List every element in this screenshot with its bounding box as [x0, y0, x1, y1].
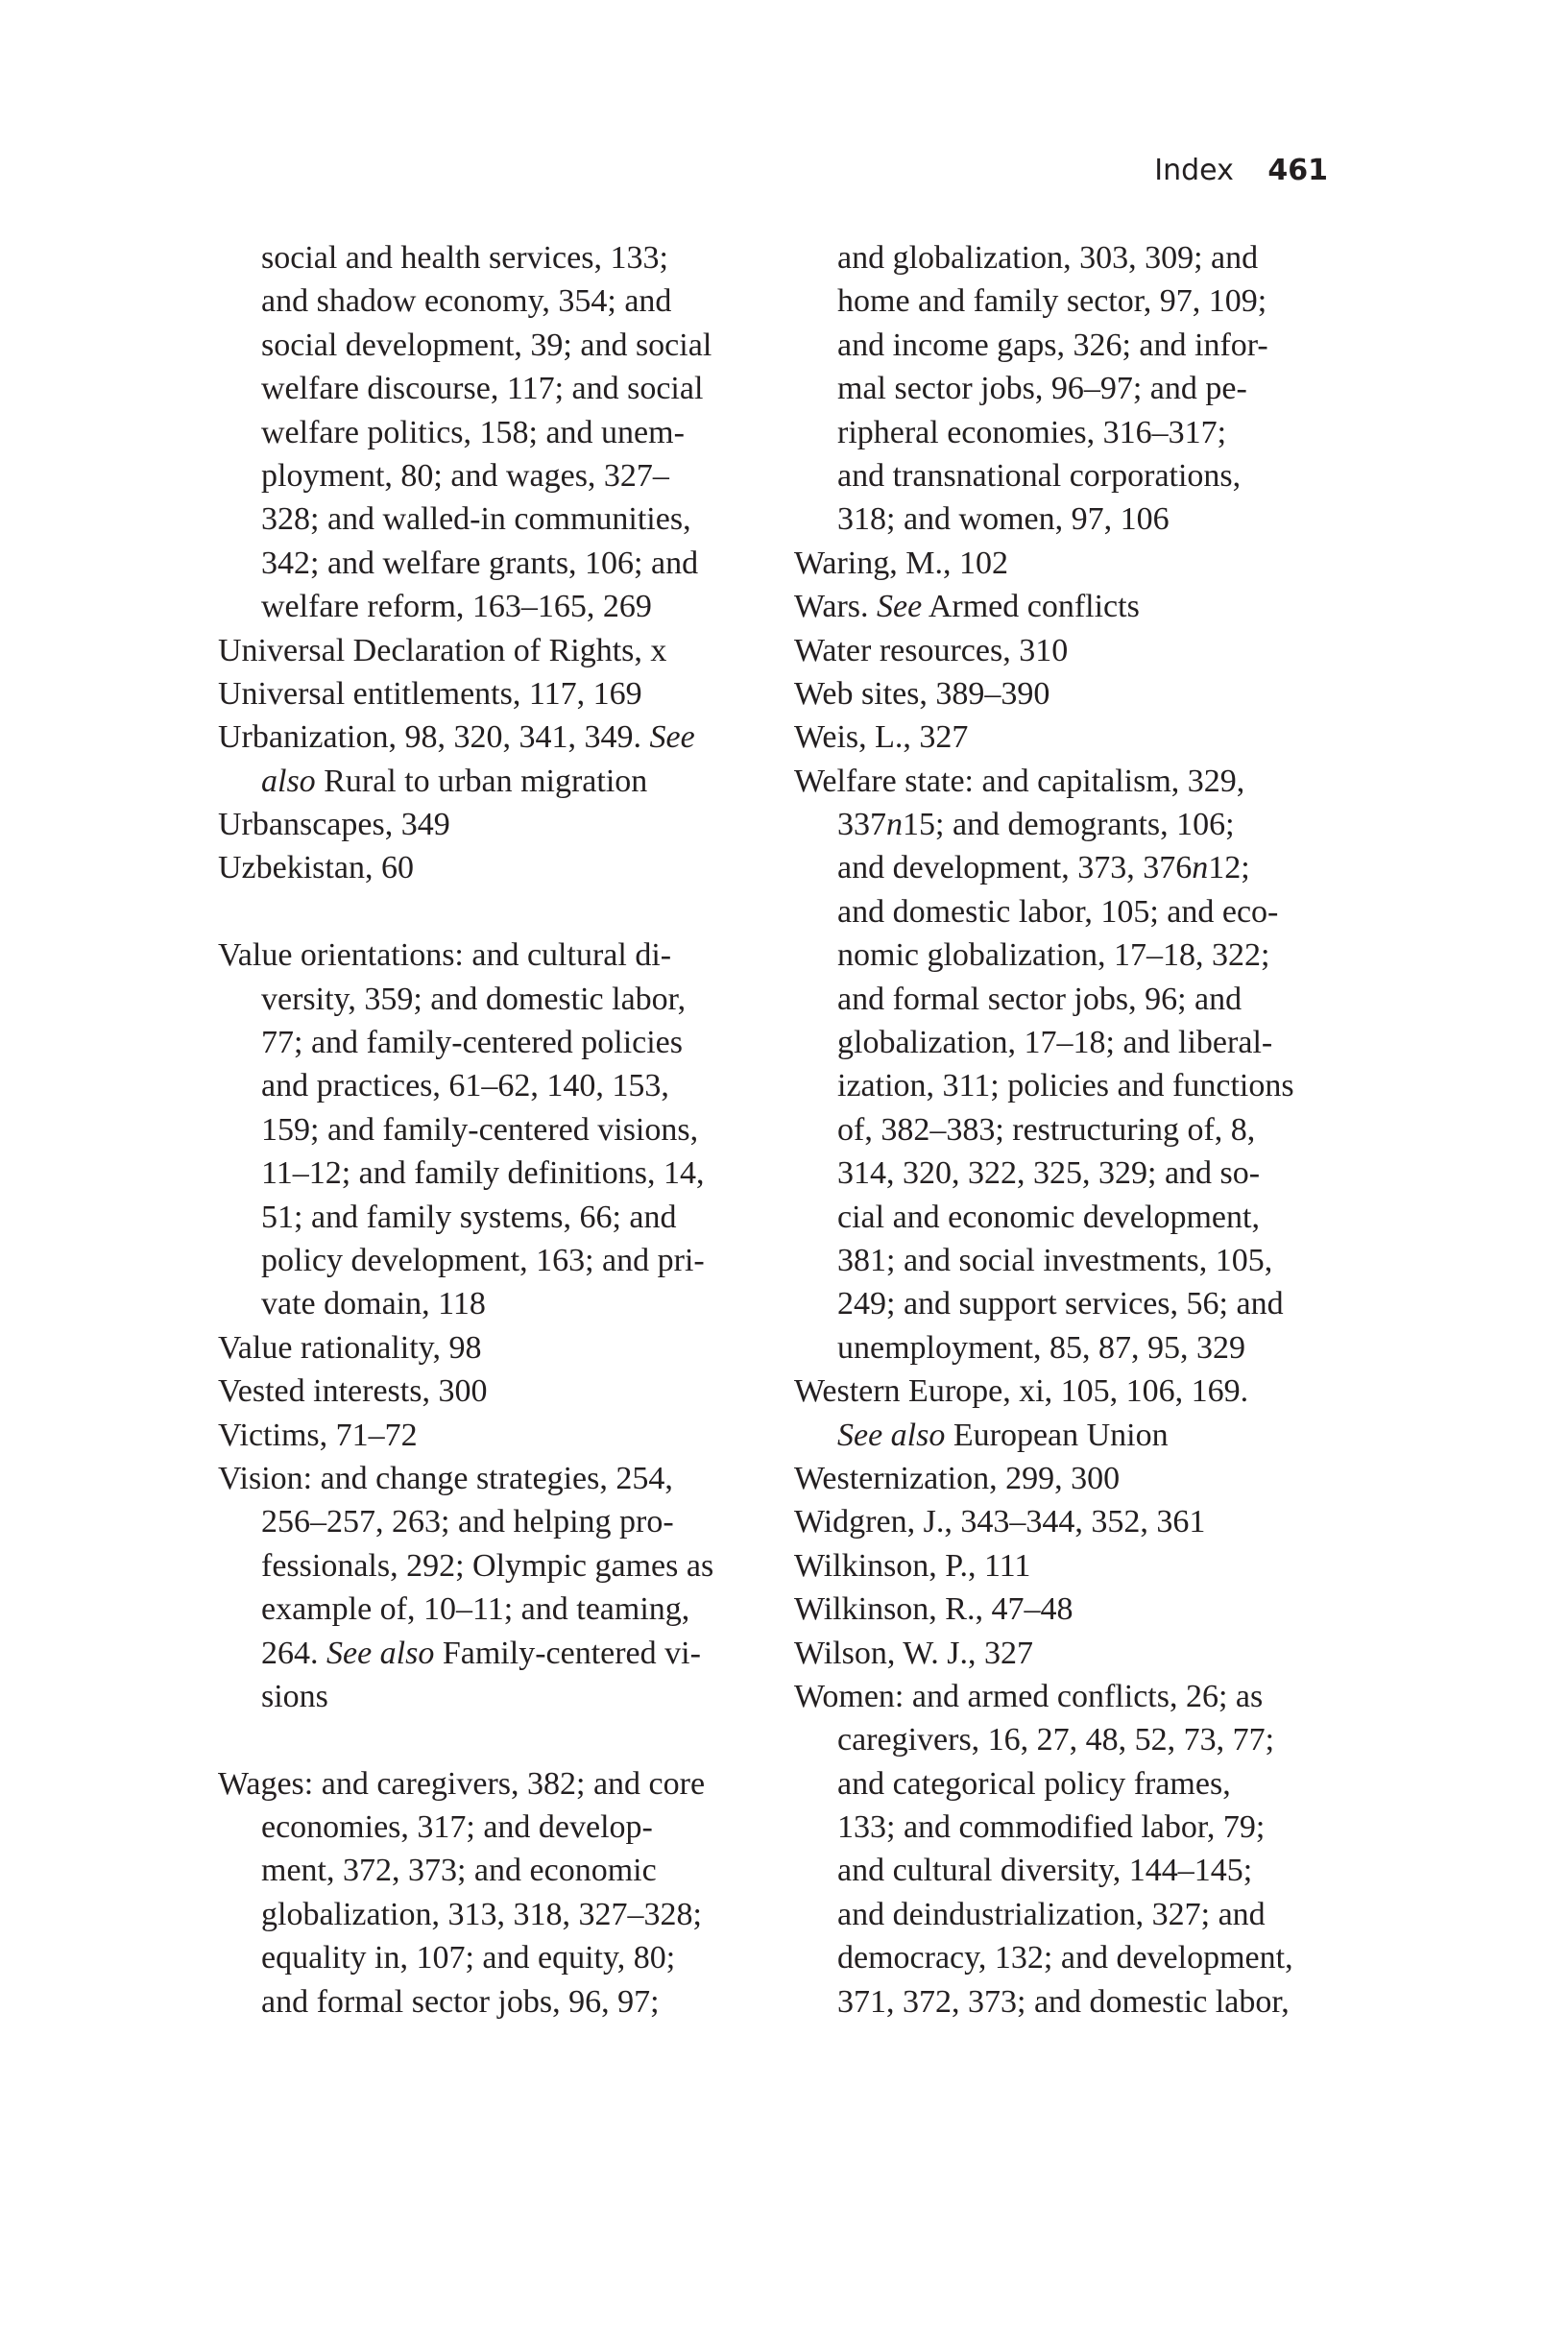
index-entry	[794, 629, 1370, 672]
index-entry-continuation-line	[218, 324, 794, 367]
index-text: Water resources, 310	[794, 632, 1069, 668]
index-text: Victims, 71–72	[218, 1417, 418, 1453]
index-entry	[218, 236, 794, 629]
index-text: 51; and family systems, 66; and	[261, 1199, 677, 1235]
index-entry-continuation-line	[794, 411, 1370, 454]
index-text: and income gaps, 326; and infor-	[837, 327, 1268, 363]
index-text-tail: Armed conflicts	[922, 589, 1140, 625]
index-entry-heading-line	[218, 846, 794, 889]
index-entry-continuation-line	[218, 497, 794, 541]
index-entry-continuation-line	[218, 760, 794, 803]
index-entry-continuation-line	[794, 978, 1370, 1021]
index-text: ployment, 80; and wages, 327–	[261, 457, 669, 494]
index-column-left	[218, 236, 794, 2024]
see-also-italic: See also	[837, 1417, 946, 1453]
index-entry-heading-line	[218, 1457, 794, 1500]
index-entry-continuation-line	[794, 1414, 1370, 1457]
index-text: ment, 372, 373; and economic	[261, 1853, 657, 1889]
index-entry-heading-line	[218, 1326, 794, 1370]
index-entry-heading-line	[794, 542, 1370, 585]
index-entry-continuation-line	[794, 803, 1370, 846]
index-text: Wars.	[794, 589, 878, 625]
index-text-tail: 12;	[1208, 850, 1250, 886]
index-entry-continuation-line	[794, 1806, 1370, 1849]
index-text: Wilkinson, P., 111	[794, 1547, 1031, 1584]
index-entry-heading-line	[794, 1370, 1370, 1413]
index-text: and globalization, 303, 309; and	[837, 240, 1259, 276]
index-entry-continuation-line	[794, 1326, 1370, 1370]
index-text: unemployment, 85, 87, 95, 329	[837, 1329, 1245, 1366]
index-entry	[794, 236, 1370, 542]
index-text: and practices, 61–62, 140, 153,	[261, 1068, 669, 1104]
index-text: policy development, 163; and pri-	[261, 1242, 705, 1278]
index-text: fessionals, 292; Olympic games as	[261, 1547, 714, 1584]
index-text: versity, 359; and domestic labor,	[261, 981, 687, 1017]
index-entry	[218, 1370, 794, 1413]
letter-group-gap	[218, 890, 794, 934]
index-entry-continuation-line	[218, 1675, 794, 1718]
index-text: home and family sector, 97, 109;	[837, 283, 1267, 320]
index-entry-heading-line	[794, 1675, 1370, 1718]
see-also-italic: also	[261, 763, 316, 799]
index-text: Wilson, W. J., 327	[794, 1635, 1033, 1671]
index-text: Universal Declaration of Rights, x	[218, 632, 667, 668]
running-head	[1154, 152, 1328, 190]
index-text-tail: Family-centered vi-	[434, 1635, 701, 1671]
index-text: and transnational corporations,	[837, 457, 1242, 494]
letter-group-gap	[218, 1718, 794, 1761]
index-entry-continuation-line	[794, 1980, 1370, 2024]
index-entry-continuation-line	[794, 1152, 1370, 1195]
index-entry-continuation-line	[794, 279, 1370, 323]
index-entry-continuation-line	[218, 1152, 794, 1195]
index-entry-continuation-line	[794, 1936, 1370, 1979]
index-entry	[794, 1457, 1370, 1500]
index-entry-continuation-line	[218, 1849, 794, 1892]
index-text: welfare reform, 163–165, 269	[261, 589, 652, 625]
index-text: 381; and social investments, 105,	[837, 1242, 1273, 1278]
index-entry	[794, 1544, 1370, 1588]
index-entry	[794, 542, 1370, 585]
index-entry	[794, 715, 1370, 759]
index-text: 342; and welfare grants, 106; and	[261, 545, 699, 581]
index-entry-heading-line	[794, 715, 1370, 759]
index-entry-heading-line	[794, 1632, 1370, 1675]
index-entry-heading-line	[794, 1544, 1370, 1588]
index-entry-continuation-line	[794, 1108, 1370, 1152]
index-entry	[794, 672, 1370, 715]
index-text: Universal entitlements, 117, 169	[218, 675, 642, 712]
index-entry-continuation-line	[794, 1849, 1370, 1892]
index-entry	[218, 934, 794, 1326]
index-text: 264.	[261, 1635, 326, 1671]
index-text: 371, 372, 373; and domestic labor,	[837, 1983, 1290, 2020]
index-text: and categorical policy frames,	[837, 1765, 1231, 1802]
index-text: Westernization, 299, 300	[794, 1460, 1121, 1496]
index-entry-continuation-line	[794, 846, 1370, 889]
index-entry-heading-line	[794, 1500, 1370, 1543]
index-entry-heading-line	[794, 629, 1370, 672]
index-entry-continuation-line	[218, 1588, 794, 1631]
index-text: 11–12; and family definitions, 14,	[261, 1155, 705, 1192]
index-entry-continuation-line	[218, 1893, 794, 1936]
index-entry-continuation-line	[218, 1980, 794, 2024]
index-text: Wages: and caregivers, 382; and core	[218, 1765, 706, 1802]
index-entry-continuation-line	[218, 542, 794, 585]
index-entry-continuation-line	[218, 367, 794, 410]
index-text: Urbanization, 98, 320, 341, 349.	[218, 719, 650, 756]
index-text: Vision: and change strategies, 254,	[218, 1460, 673, 1496]
index-text: 77; and family-centered policies	[261, 1025, 683, 1061]
index-entry-heading-line	[218, 1762, 794, 1806]
index-text: equality in, 107; and equity, 80;	[261, 1940, 676, 1976]
index-text: democracy, 132; and development,	[837, 1940, 1293, 1976]
index-text: globalization, 17–18; and liberal-	[837, 1025, 1273, 1061]
index-entry-heading-line	[218, 1370, 794, 1413]
index-text: Value orientations: and cultural di-	[218, 937, 672, 974]
index-column-right	[794, 236, 1370, 2024]
index-entry-continuation-line	[218, 411, 794, 454]
index-entry-continuation-line	[794, 1718, 1370, 1761]
index-entry-continuation-line	[794, 1893, 1370, 1936]
index-text: 337	[837, 807, 886, 843]
index-text: 328; and walled-in communities,	[261, 501, 691, 538]
index-entry	[794, 1675, 1370, 2024]
index-entry-continuation-line	[794, 367, 1370, 410]
index-text-tail: 15; and demogrants, 106;	[903, 807, 1235, 843]
index-entry	[218, 846, 794, 889]
index-text: ripheral economies, 316–317;	[837, 414, 1227, 450]
index-text: 133; and commodified labor, 79;	[837, 1809, 1266, 1846]
italic-cross-reference: See	[877, 589, 923, 625]
index-text: welfare politics, 158; and unem-	[261, 414, 685, 450]
index-text: Western Europe, xi, 105, 106, 169.	[794, 1373, 1249, 1410]
index-text: Welfare state: and capitalism, 329,	[794, 763, 1245, 799]
index-entry	[218, 629, 794, 672]
index-text: Wilkinson, R., 47–48	[794, 1591, 1073, 1628]
index-text: social development, 39; and social	[261, 327, 712, 363]
index-entry-continuation-line	[794, 1282, 1370, 1325]
index-text: and formal sector jobs, 96, 97;	[261, 1983, 660, 2020]
index-entry-continuation-line	[218, 1064, 794, 1107]
section-label: Index	[1154, 154, 1234, 187]
index-entry	[794, 585, 1370, 628]
index-entry	[794, 1588, 1370, 1631]
index-text: Weis, L., 327	[794, 719, 969, 756]
index-entry-heading-line	[218, 803, 794, 846]
index-entry	[218, 1762, 794, 2024]
index-text: 314, 320, 322, 325, 329; and so-	[837, 1155, 1261, 1192]
index-text: and cultural diversity, 144–145;	[837, 1853, 1253, 1889]
index-text: globalization, 313, 318, 327–328;	[261, 1896, 702, 1932]
index-text: 256–257, 263; and helping pro-	[261, 1504, 674, 1540]
index-text: Value rationality, 98	[218, 1329, 482, 1366]
index-text: example of, 10–11; and teaming,	[261, 1591, 690, 1628]
index-entry-continuation-line	[794, 890, 1370, 934]
index-text: Web sites, 389–390	[794, 675, 1050, 712]
index-text: of, 382–383; restructuring of, 8,	[837, 1111, 1256, 1148]
index-text: nomic globalization, 17–18, 322;	[837, 937, 1270, 974]
index-entry-continuation-line	[218, 1239, 794, 1282]
index-entry	[218, 803, 794, 846]
index-text: and shadow economy, 354; and	[261, 283, 672, 320]
index-entry-continuation-line	[794, 497, 1370, 541]
index-entry-heading-line	[218, 715, 794, 759]
index-entry-continuation-line	[218, 1108, 794, 1152]
index-text: vate domain, 118	[261, 1286, 486, 1322]
index-entry-continuation-line	[794, 236, 1370, 279]
index-entry-heading-line	[794, 585, 1370, 628]
index-entry-continuation-line	[794, 324, 1370, 367]
index-entry-continuation-line	[218, 978, 794, 1021]
index-entry-continuation-line	[794, 454, 1370, 497]
index-entry-heading-line	[794, 1588, 1370, 1631]
index-entry-continuation-line	[218, 1021, 794, 1064]
index-entry-continuation-line	[794, 934, 1370, 977]
index-entry-continuation-line	[218, 1196, 794, 1239]
index-entry-continuation-line	[218, 585, 794, 628]
index-entry	[218, 715, 794, 803]
index-entry-continuation-line	[218, 1544, 794, 1588]
index-text: Rural to urban migration	[315, 763, 648, 799]
index-text: Vested interests, 300	[218, 1373, 488, 1410]
index-text: social and health services, 133;	[261, 240, 668, 276]
index-text: caregivers, 16, 27, 48, 52, 73, 77;	[837, 1722, 1275, 1758]
index-text: and formal sector jobs, 96; and	[837, 981, 1242, 1017]
index-entry-heading-line	[218, 672, 794, 715]
index-text: Waring, M., 102	[794, 545, 1008, 581]
index-text: and deindustrialization, 327; and	[837, 1896, 1266, 1932]
index-entry-continuation-line	[218, 1500, 794, 1543]
index-entry-heading-line	[794, 1457, 1370, 1500]
index-entry	[794, 1632, 1370, 1675]
index-entry-heading-line	[218, 629, 794, 672]
index-entry-continuation-line	[218, 1282, 794, 1325]
index-text: Uzbekistan, 60	[218, 850, 414, 886]
index-text: Urbanscapes, 349	[218, 807, 450, 843]
page-number: 461	[1267, 154, 1328, 187]
index-text: ization, 311; policies and functions	[837, 1068, 1294, 1104]
italic-cross-reference: See also	[326, 1635, 435, 1671]
index-text: 318; and women, 97, 106	[837, 501, 1170, 538]
index-entry-continuation-line	[218, 1806, 794, 1849]
index-entry-continuation-line	[218, 454, 794, 497]
index-entry-continuation-line	[794, 1021, 1370, 1064]
index-entry-continuation-line	[218, 279, 794, 323]
index-text: and domestic labor, 105; and eco-	[837, 893, 1279, 930]
index-entry-continuation-line	[794, 1064, 1370, 1107]
index-entry	[218, 1326, 794, 1370]
index-text: Women: and armed conflicts, 26; as	[794, 1678, 1264, 1714]
index-entry-continuation-line	[218, 1936, 794, 1979]
index-entry-heading-line	[794, 760, 1370, 803]
index-entry-heading-line	[218, 1414, 794, 1457]
index-entry-continuation-line	[218, 236, 794, 279]
index-text: 159; and family-centered visions,	[261, 1111, 699, 1148]
index-text: welfare discourse, 117; and social	[261, 371, 704, 407]
index-entry-continuation-line	[794, 1762, 1370, 1806]
index-text: sions	[261, 1678, 328, 1714]
italic-cross-reference: n	[1192, 850, 1209, 886]
index-text: European Union	[945, 1417, 1169, 1453]
italic-cross-reference: n	[886, 807, 903, 843]
index-entry	[794, 1370, 1370, 1457]
index-entry-continuation-line	[218, 1632, 794, 1675]
index-entry	[794, 1500, 1370, 1543]
index-entry	[794, 760, 1370, 1370]
index-entry-heading-line	[218, 934, 794, 977]
index-text: Widgren, J., 343–344, 352, 361	[794, 1504, 1206, 1540]
index-entry-heading-line	[794, 672, 1370, 715]
index-entry-continuation-line	[794, 1239, 1370, 1282]
index-entry	[218, 672, 794, 715]
index-text: 249; and support services, 56; and	[837, 1286, 1284, 1322]
index-text: economies, 317; and develop-	[261, 1809, 653, 1846]
index-text: cial and economic development,	[837, 1199, 1260, 1235]
index-entry-continuation-line	[794, 1196, 1370, 1239]
index-text: and development, 373, 376	[837, 850, 1193, 886]
index-entry	[218, 1457, 794, 1718]
index-text: mal sector jobs, 96–97; and pe-	[837, 371, 1247, 407]
italic-cross-reference: See	[649, 719, 695, 756]
index-entry	[218, 1414, 794, 1457]
